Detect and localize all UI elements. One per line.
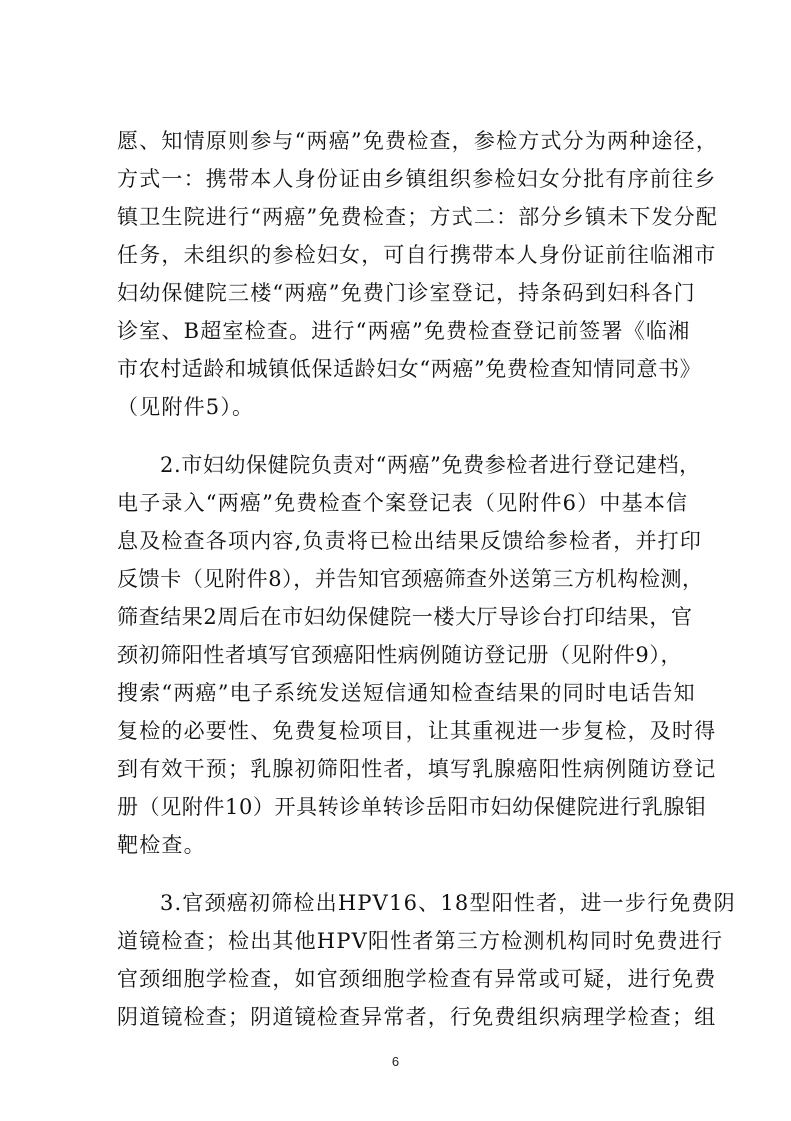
text-line: 到有效干预；乳腺初筛阳性者，填写乳腺癌阳性病例随访登记: [117, 757, 717, 781]
text-line: 颈初筛阳性者填写官颈癌阳性病例随访登记册（见附件9），: [117, 643, 683, 667]
text-line: 册（见附件10）开具转诊单转诊岳阳市妇幼保健院进行乳腺钼: [117, 795, 707, 819]
text-line: 2.市妇幼保健院负责对“两癌”免费参检者进行登记建档，: [160, 453, 701, 477]
text-line: 筛查结果2周后在市妇幼保健院一楼大厅导诊台打印结果，官: [117, 605, 693, 629]
text-line: 方式一：携带本人身份证由乡镇组织参检妇女分批有序前往乡: [117, 167, 717, 191]
text-line: 复检的必要性、免费复检项目，让其重视进一步复检，及时得: [117, 719, 717, 743]
text-line: 妇幼保健院三楼“两癌”免费门诊室登记，持条码到妇科各门: [117, 281, 696, 305]
text-line: 官颈细胞学检查，如官颈细胞学检查有异常或可疑，进行免费: [117, 967, 717, 991]
text-line: 任务，未组织的参检妇女，可自行携带本人身份证前往临湘市: [117, 243, 717, 267]
text-line: 市农村适龄和城镇低保适龄妇女“两癌”免费检查知情同意书》: [117, 357, 702, 381]
text-line: 愿、知情原则参与“两癌”免费检查，参检方式分为两种途径，: [117, 129, 719, 153]
text-line: 息及检查各项内容,负责将已检出结果反馈给参检者，并打印: [117, 529, 703, 553]
paragraph-spacer: [117, 426, 687, 446]
paragraph-spacer: [117, 864, 687, 884]
document-body: [117, 122, 736, 1036]
text-line: 阴道镜检查；阴道镜检查异常者，行免费组织病理学检查；组: [117, 1005, 717, 1029]
paragraph-2: [117, 446, 717, 864]
text-line: 电子录入“两癌”免费检查个案登记表（见附件6）中基本信: [117, 491, 689, 515]
text-line: 道镜检查；检出其他HPV阳性者第三方检测机构同时免费进行: [117, 929, 724, 953]
text-line: 靶检查。: [117, 833, 206, 857]
text-line: 反馈卡（见附件8），并告知官颈癌筛查外送第三方机构检测，: [117, 567, 704, 591]
paragraph-3: [117, 884, 736, 1036]
text-line: 3.官颈癌初筛检出HPV16、18型阳性者，进一步行免费阴: [160, 891, 736, 915]
text-line: （见附件5）。: [117, 395, 255, 419]
text-line: 搜索“两癌”电子系统发送短信通知检查结果的同时电话告知: [117, 681, 696, 705]
page-number: 6: [391, 1054, 400, 1069]
text-line: 镇卫生院进行“两癌”免费检查；方式二：部分乡镇未下发分配: [117, 205, 719, 229]
paragraph-1: [117, 122, 719, 426]
text-line: 诊室、B超室检查。进行“两癌”免费检查登记前签署《临湘: [117, 319, 691, 343]
